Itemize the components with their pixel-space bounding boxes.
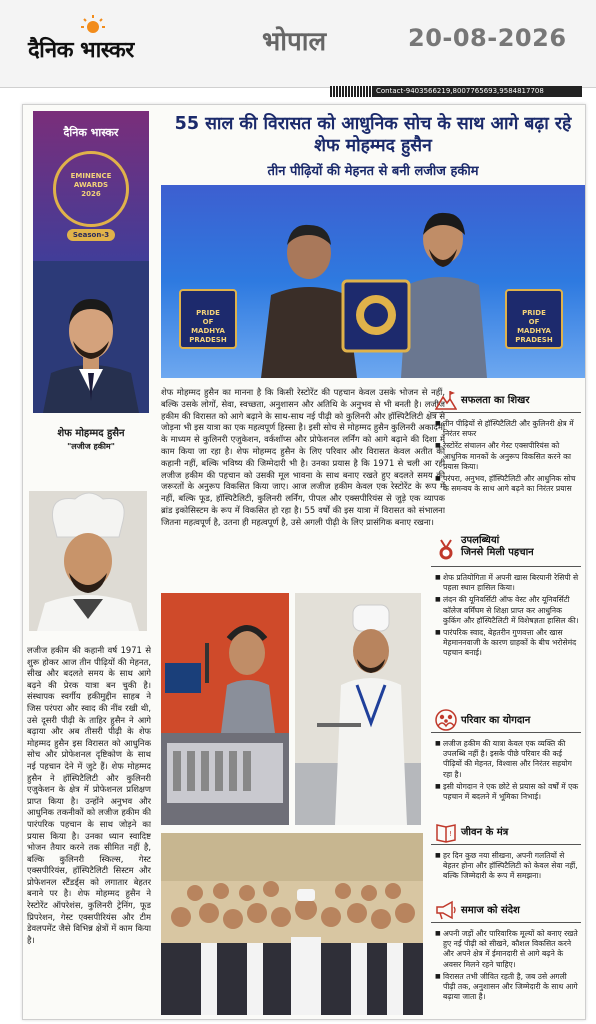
list-item: ■ शेफ प्रतियोगिता में अपनी खास बिरयानी रेसिपी से पहला स्थान हासिल किया।: [435, 573, 579, 593]
pride-left-line2: OF: [202, 318, 214, 326]
section-mantra-header: [431, 819, 581, 845]
megaphone-icon: [435, 899, 457, 921]
list-item: ■ हर दिन कुछ नया सीखना, अपनी गलतियों से बेहतर होना और हॉस्पिटैलिटी को केवल सेवा नहीं, बल्कि जिम्मेदारी के रूप में समझना।: [435, 851, 579, 882]
section-message-header: [431, 897, 581, 923]
award-title-line1: EMINENCE: [70, 172, 112, 180]
award-season-badge: Season-3: [67, 229, 115, 241]
family-icon: [435, 709, 457, 731]
list-item: ■ परंपरा, अनुभव, हॉस्पिटैलिटी और आधुनिक सोच के समन्वय के साथ आगे बढ़ने का निरंतर प्रयास: [435, 474, 579, 494]
newspaper-clipping: [22, 104, 586, 1020]
list-item: ■ विरासत तभी जीवित रहती है, जब उसे अगली पीढ़ी तक, अनुशासन और जिम्मेदारी के साथ आगे बढ़ाया जाता है।: [435, 972, 579, 1003]
award-title-line2: AWARDS: [73, 181, 109, 189]
medal-icon: [435, 539, 457, 561]
list-item: ■ तीन पीढ़ियों से हॉस्पिटैलिटी और कुलिनरी क्षेत्र में निरंतर सफर: [435, 419, 579, 439]
edition-date: 20-08-2026: [408, 24, 567, 52]
sun-logo-icon: [80, 14, 106, 34]
pride-banner-right: [505, 289, 563, 349]
section-success-list: [435, 419, 579, 496]
achievements-title-line1: उपलब्धियां: [461, 535, 500, 546]
section-success-title: सफलता का शिखर: [461, 395, 530, 406]
list-item: ■ रेस्टोरेंट संचालन और गेस्ट एक्सपीरियंस को आधुनिक मानकों के अनुरूप विकसित करने का प्रयास किया।: [435, 441, 579, 472]
section-family-list: [435, 739, 579, 804]
section-mantra-title: जीवन के मंत्र: [461, 827, 509, 838]
pride-banner-left: [179, 289, 237, 349]
barcode-icon: [330, 86, 374, 97]
section-family-header: [431, 707, 581, 733]
newspaper-logo: [28, 14, 178, 70]
list-item: ■ लजीज हकीम की यात्रा केवल एक व्यक्ति की उपलब्धि नहीं है। इसके पीछे परिवार की कई पीढ़ियों की मेहनत, विश्वास और निरंतर सहयोग रहा है।: [435, 739, 579, 780]
achievements-title-line2: जिनसे मिली पहचान: [461, 547, 534, 558]
award-brand: दैनिक भास्कर: [63, 126, 119, 139]
masthead: [0, 0, 596, 88]
list-item: ■ पारंपरिक स्वाद, बेहतरीन गुणवत्ता और खास मेहमाननवाजी के कारण ग्राहकों के बीच भरोसेमंद पहचान बनाई।: [435, 628, 579, 659]
ceremony-figures: [251, 195, 501, 378]
pride-right-line3: MADHYA PRADESH: [515, 327, 553, 344]
pride-left-line3: MADHYA PRADESH: [189, 327, 227, 344]
award-emblem: [53, 151, 129, 227]
section-message-title: समाज को संदेश: [461, 905, 520, 916]
students-group-photo: [161, 833, 423, 1015]
award-panel: [33, 111, 149, 413]
profile-name: शेफ मोहम्मद हुसैन: [57, 428, 125, 439]
section-success-header: [431, 387, 581, 413]
award-year: 2026: [81, 190, 101, 198]
article-headline: 55 साल की विरासत को आधुनिक सोच के साथ आगे बढ़ा रहे शेफ मोहम्मद हुसैन: [174, 114, 572, 156]
article-subhead: तीन पीढ़ियों की मेहनत से बनी लजीज हकीम: [267, 164, 479, 179]
radio-studio-photo: [161, 593, 289, 825]
chef-portrait-suit: [33, 261, 149, 413]
section-mantra-list: [435, 851, 579, 884]
list-item: ■ अपनी जड़ों और पारिवारिक मूल्यों को बनाए रखते हुए नई पीढ़ी को सीखने, कौशल विकसित करने और अपने क्षेत्र में ईमानदारी से आगे बढ़ने के अवसर मिलने रहने चाहिए।: [435, 929, 579, 970]
svg-text:!: !: [449, 830, 452, 838]
list-item: ■ इसी योगदान ने एक छोटे से प्रयास को वर्षों में एक पहचान में बदलने में भूमिका निभाई।: [435, 782, 579, 802]
section-message-list: [435, 929, 579, 1004]
profile-subtitle: "लजीज हकीम": [67, 442, 115, 451]
section-achievements-title: [461, 535, 534, 559]
contact-text: Contact-9403566219,8007765693,9584817708: [376, 87, 544, 95]
chef-photo-toque: [29, 491, 147, 631]
award-title: [64, 172, 118, 199]
kitchen-chef-photo: [295, 593, 421, 825]
list-item: ■ लंदन की यूनिवर्सिटी ऑफ वेस्ट और यूनिवर्सिटी कॉलेज बर्मिंघम से शिक्षा प्राप्त कर आधुनिक कुकिंग और हॉस्पिटैलिटी में विशेषज्ञता हासिल की।: [435, 595, 579, 626]
section-achievements-header: [431, 535, 581, 567]
award-ceremony-photo: [161, 185, 585, 378]
left-column-text: लजीज हकीम की कहानी वर्ष 1971 से शुरू होकर आज तीन पीढ़ियों की मेहनत, सीख और बदलते समय के साथ आगे बढ़ने की प्रेरक यात्रा बन चुकी है। संस्थापक स्वर्गीय हकीमुद्दीन साहब ने जिस परंपरा और स्वाद की नींव रखी थी, उसे दूसरी पीढ़ी के ताहिर हुसैन ने आगे बढ़ाया और अब तीसरी पीढ़ी के शेफ मोहम्मद हुसैन इस विरासत को आधुनिक सोच और प्रोफेशनल दृष्टिकोण के साथ नई पहचान देने में जुटे हैं। शेफ मोहम्मद हुसैन ने हॉस्पिटैलिटी और कुलिनरी एजुकेशन के क्षेत्र में प्रोफेशनल प्रशिक्षण प्राप्त किया है। उन्होंने अनुभव और आधुनिक तकनीकों को लजीज हकीम की पारंपरिक पहचान के साथ जोड़ने का प्रयास किया है। उनका ध्यान स्वादिष्ट भोजन तैयार करने तक सीमित नहीं है, बल्कि कुलिनरी स्किल्स, गेस्ट एक्सपीरियंस, हॉस्पिटैलिटी सिस्टम और प्रोफेशनल स्टैंडर्ड्स को लगातार बेहतर बनाने पर है। शेफ मोहम्मद हुसैन ने रेस्टोरेंट ऑपरेशंस, कुलिनरी ट्रेनिंग, फूड प्रिपरेशन, गेस्ट एक्सपीरियंस और टीम डेवलपमेंट जैसे विभिन्न क्षेत्रों में काम किया है।: [27, 645, 151, 945]
newspaper-name: दैनिक भास्कर: [28, 38, 134, 63]
section-family-title: परिवार का योगदान: [461, 715, 531, 726]
edition-city: भोपाल: [262, 27, 327, 57]
pride-right-line2: OF: [528, 318, 540, 326]
section-achievements-list: [435, 573, 579, 661]
pride-left-line1: PRIDE: [196, 309, 220, 317]
highlights-sidebar: [431, 387, 581, 1017]
book-icon: [435, 821, 457, 843]
main-article-text: शेफ मोहम्मद हुसैन का मानना है कि किसी रेस्टोरेंट की पहचान केवल उसके भोजन से नहीं, बल्कि उसके लोगों, सेवा, स्वच्छता, अनुशासन और अतिथि के अनुभव से भी बनती है। लजीज हकीम की विरासत को आगे बढ़ाने के साथ-साथ नई पीढ़ी को कुलिनरी और हॉस्पिटैलिटी क्षेत्र से जोड़ना भी इस यात्रा का एक महत्वपूर्ण हिस्सा है। इसी सोच से मोहम्मद हुसैन कुलिनरी अकादमी के माध्यम से कुलिनरी एजुकेशन, वर्कशॉप्स और प्रोफेशनल लर्निंग को आगे बढ़ाने की दिशा में काम किया जा रहा है। शेफ मोहम्मद हुसैन के लिए परिवार और विरासत केवल अतीत की कहानी नहीं, बल्कि भविष्य की जिम्मेदारी भी है। उनका प्रयास है कि 1971 से चली आ रही लजीज हकीम की पहचान को उसकी मूल भावना के साथ बनाए रखते हुए बदलते समय की जरूरतों के अनुरूप विकसित किया जाए। आज लजीज हकीम केवल एक रेस्टोरेंट के रूप में नहीं, बल्कि फूड, हॉस्पिटैलिटी, कुलिनरी लर्निंग, पीपल और एक्सपीरियंस से जुड़े एक व्यापक ब्रांड इकोसिस्टम के रूप में विकसित हो रहा है। 55 वर्षों की इस यात्रा में विरासत को संभालना जितना महत्वपूर्ण है, उतना ही महत्वपूर्ण है, उसे अगली पीढ़ी के लिए प्रासंगिक बनाए रखना।: [161, 387, 445, 527]
mountain-flag-icon: [435, 389, 457, 411]
pride-right-line1: PRIDE: [522, 309, 546, 317]
